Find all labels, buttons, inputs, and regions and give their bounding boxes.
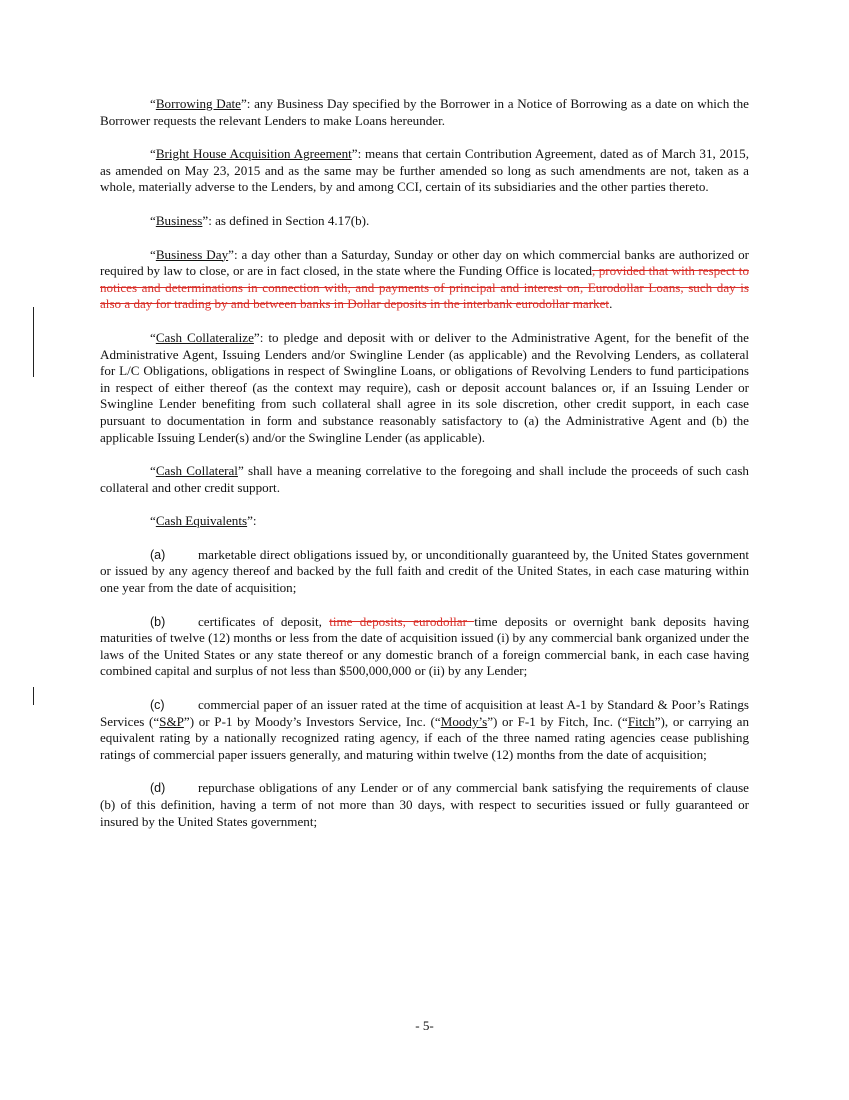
definition-borrowing-date: “Borrowing Date”: any Business Day specified by the Borrower in a Notice of Borrowing as a date on which the Borrower requests the relevant Lenders to make Loans hereunder. xyxy=(100,96,749,128)
definition-cash-collateral: “Cash Collateral” shall have a meaning correlative to the foregoing and shall include the proceeds of such cash collateral and other credit support. xyxy=(100,463,749,495)
clause-label: (a) xyxy=(150,547,166,562)
clause-a: (a) marketable direct obligations issued by, or unconditionally guaranteed by, the United States government or issued by any agency thereof and backed by the full faith and credit of the United States, in each case maturing within one year from the date of acquisition; xyxy=(100,546,749,596)
definition-cash-equivalents: “Cash Equivalents”: xyxy=(150,513,257,529)
deleted-text: , provided that with respect to notices and determinations in connection with, and payments of principal and interest on, Eurodollar Loans, such day is also a day for trading by and between banks in Dollar deposits in the interbank eurodollar market xyxy=(100,263,749,312)
clause-label: (b) xyxy=(150,614,166,629)
defined-term-fitch: Fitch xyxy=(627,713,655,729)
defined-term: Bright House Acquisition Agreement xyxy=(155,146,352,162)
defined-term: Business Day xyxy=(155,246,229,262)
definition-business: “Business”: as defined in Section 4.17(b). xyxy=(150,212,370,228)
defined-term-sp: S&P xyxy=(159,713,184,729)
defined-term: Cash Collateralize xyxy=(155,329,254,345)
defined-term: Cash Collateral xyxy=(155,463,238,479)
change-bar-business-day xyxy=(33,307,34,377)
change-bar-clause-b xyxy=(33,687,34,705)
clause-label: (c) xyxy=(150,698,165,713)
defined-term: Business xyxy=(155,212,203,228)
clause-b: (b) certificates of deposit, time deposits, eurodollar time deposits or overnight bank deposits having maturities of twelve (12) months or less from the date of acquisition issued (i) by any commercial bank organized under the laws of the United States or any state thereof or any domestic branch of a foreign commercial bank, in each case having combined capital and surplus of not less than $500,000,000 or (ii) by any Lender; xyxy=(100,613,749,679)
definition-business-day: “Business Day”: a day other than a Saturday, Sunday or other day on which commercial banks are authorized or required by law to close, or are in fact closed, in the state where the Funding Office is located, provided that with respect to notices and determinations in connection with, and payments of principal and interest on, Eurodollar Loans, such day is also a day for trading by and between banks in Dollar deposits in the interbank eurodollar market. xyxy=(100,246,749,312)
defined-term: Borrowing Date xyxy=(155,96,241,111)
defined-term: Cash Equivalents xyxy=(155,513,248,529)
clause-c: (c) commercial paper of an issuer rated at the time of acquisition at least A-1 by Standard & Poor’s Ratings Services (“S&P”) or P-1 by Moody’s Investors Service, Inc. (“Moody’s”) or F-1 by Fitch, Inc. (“Fitch”), or carrying an equivalent rating by a nationally recognized rating agency, if each of the three named rating agencies cease publishing ratings of commercial paper issuers generally, and maturing within twelve (12) months from the date of acquisition; xyxy=(100,697,749,762)
clause-label: (d) xyxy=(150,781,166,796)
document-page xyxy=(100,96,749,847)
defined-term-moodys: Moody’s xyxy=(440,713,488,729)
definition-bright-house: “Bright House Acquisition Agreement”: means that certain Contribution Agreement, dated as of March 31, 2015, as amended on May 23, 2015 and as the same may be further amended so long as such amendments are not, taken as a whole, materially adverse to the Lenders, by and among CCI, certain of its subsidiaries and the other parties thereto. xyxy=(100,146,749,195)
definition-cash-collateralize: “Cash Collateralize”: to pledge and deposit with or deliver to the Administrative Agent, for the benefit of the Administrative Agent, Issuing Lenders and/or Swingline Lender (as applicable) and the Revolving Lenders, as collateral for L/C Obligations, obligations in respect of Swingline Loans, or obligations of Revolving Lenders to fund participations in respect of either thereof (as the context may require), cash or deposit account balances or, if an Issuing Lender or Swingline Lender benefiting from such collateral shall agree in its sole discretion, other credit support, in each case pursuant to documentation in form and substance reasonably satisfactory to (a) the Administrative Agent and (b) the applicable Issuing Lender(s) and/or the Swingline Lender (as applicable). xyxy=(100,329,749,445)
deleted-text: time deposits, eurodollar xyxy=(329,613,475,629)
clause-d: (d) repurchase obligations of any Lender or of any commercial bank satisfying the requirements of clause (b) of this definition, having a term of not more than 30 days, with respect to securities issued or fully guaranteed or insured by the United States government; xyxy=(100,780,749,829)
page-number: - 5- xyxy=(415,1018,434,1033)
